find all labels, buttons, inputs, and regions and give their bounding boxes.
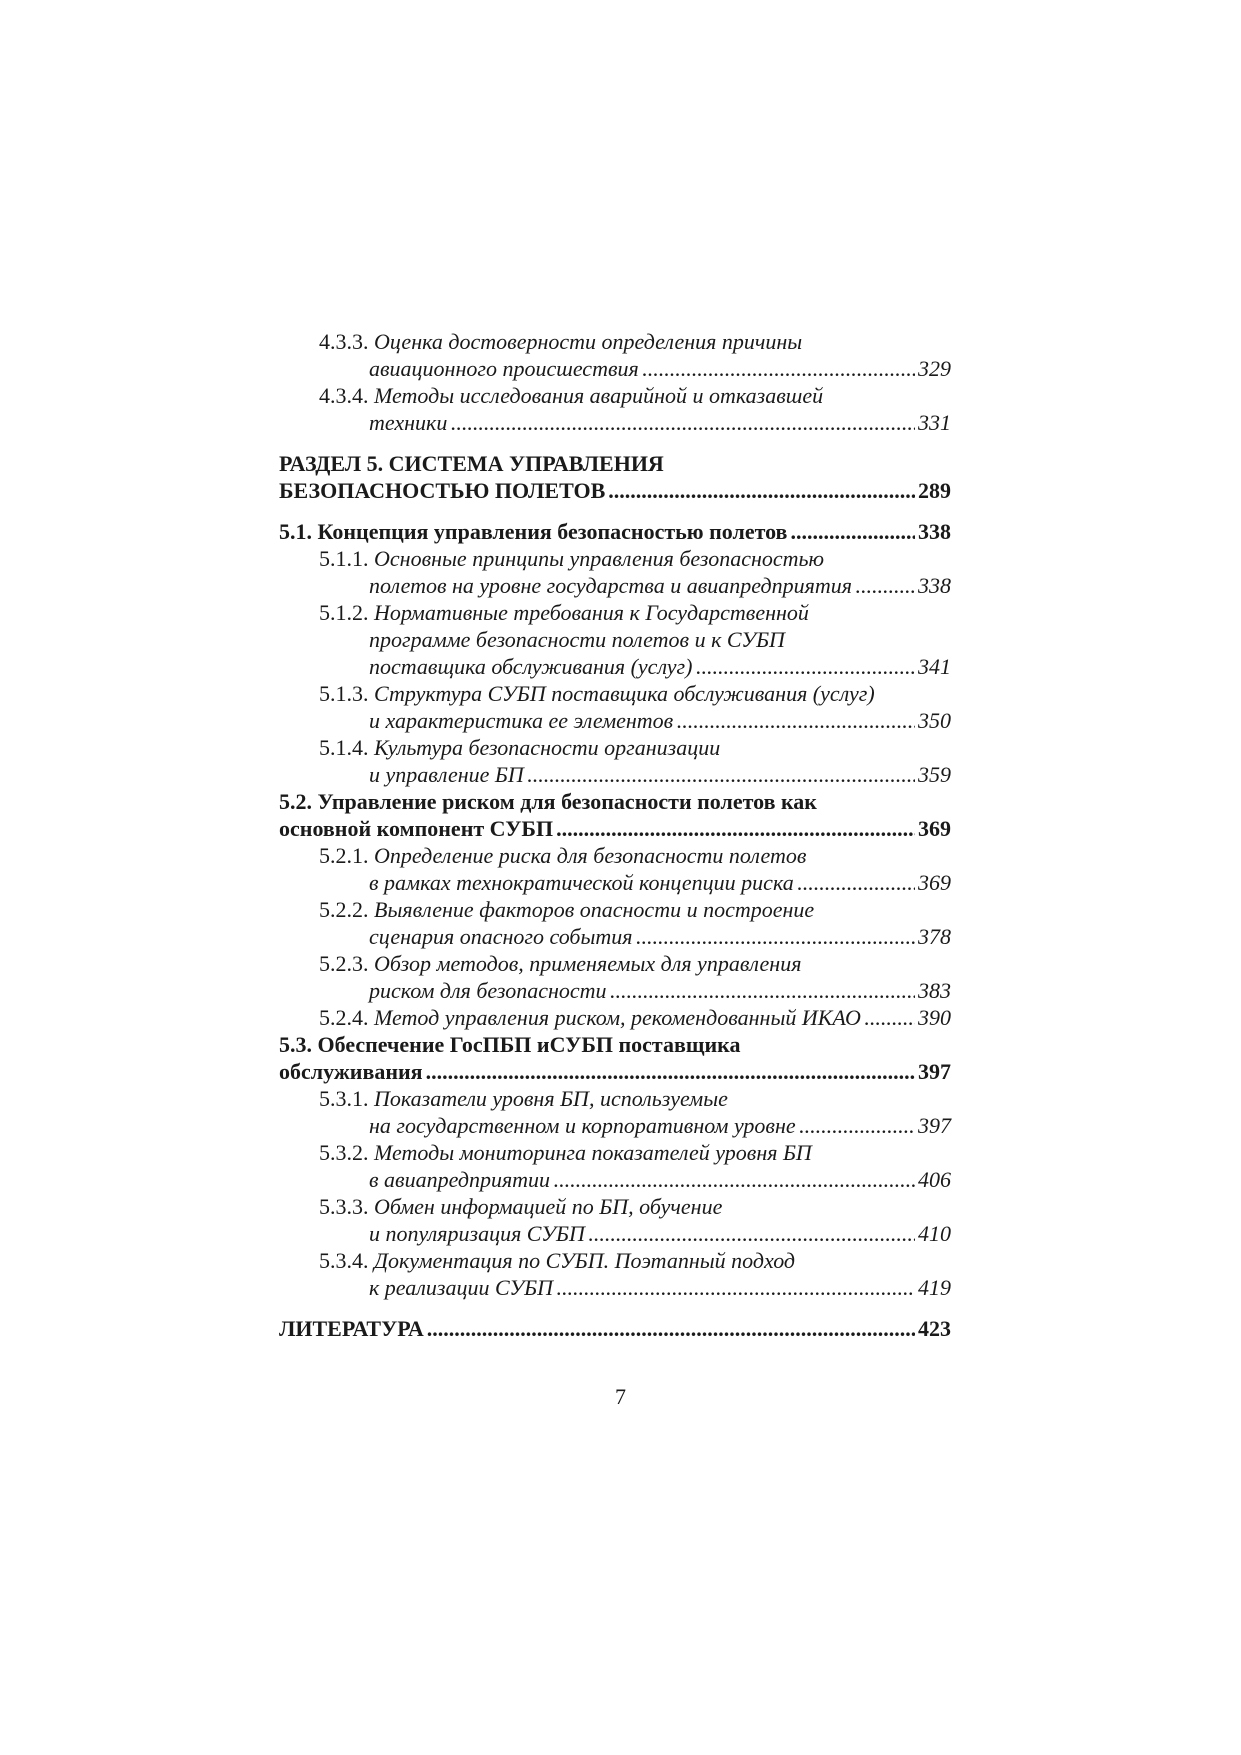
toc-entry-5-3-1-cont bbox=[279, 1112, 951, 1139]
toc-section-5-3-cont bbox=[279, 1058, 951, 1085]
entry-number: 5.2.4. bbox=[319, 1005, 369, 1030]
entry-title: риском для безопасности bbox=[369, 978, 607, 1003]
dot-leader bbox=[676, 707, 915, 734]
dot-leader bbox=[610, 977, 915, 1004]
toc-entry-5-1-3-cont bbox=[279, 707, 951, 734]
toc-entry-5-2-2 bbox=[279, 896, 951, 923]
entry-title: Документация по СУБП. Поэтапный подход bbox=[374, 1248, 796, 1273]
section-title: 5.2. Управление риском для безопасности полетов как bbox=[279, 789, 817, 814]
toc-part-5 bbox=[279, 450, 951, 477]
section-title: 5.3. Обеспечение ГосПБП иСУБП поставщика bbox=[279, 1032, 741, 1057]
literature-page: 423 bbox=[918, 1316, 951, 1341]
dot-leader bbox=[553, 1166, 915, 1193]
part-title: БЕЗОПАСНОСТЬЮ ПОЛЕТОВ bbox=[279, 478, 606, 503]
dot-leader bbox=[855, 572, 915, 599]
part-page: 289 bbox=[918, 478, 951, 503]
page-number: 7 bbox=[615, 1384, 626, 1409]
entry-number: 4.3.3. bbox=[319, 329, 369, 354]
entry-title: и управление БП bbox=[369, 762, 524, 787]
entry-title: Структура СУБП поставщика обслуживания (услуг) bbox=[374, 681, 875, 706]
entry-title: полетов на уровне государства и авиапредприятия bbox=[369, 573, 852, 598]
entry-number: 5.2.2. bbox=[319, 897, 369, 922]
toc-part-5-cont bbox=[279, 477, 951, 504]
entry-page: 378 bbox=[918, 924, 951, 949]
toc-entry-4-3-3 bbox=[279, 328, 951, 355]
toc-entry-5-2-4 bbox=[279, 1004, 951, 1031]
entry-page: 397 bbox=[918, 1113, 951, 1138]
entry-title: авиационного происшествия bbox=[369, 356, 639, 381]
dot-leader bbox=[450, 409, 915, 436]
entry-page: 410 bbox=[918, 1221, 951, 1246]
entry-title: Показатели уровня БП, используемые bbox=[374, 1086, 728, 1111]
toc-entry-5-3-2-cont bbox=[279, 1166, 951, 1193]
entry-title: Культура безопасности организации bbox=[374, 735, 721, 760]
dot-leader bbox=[427, 1315, 915, 1342]
entry-title: Нормативные требования к Государственной bbox=[374, 600, 809, 625]
toc-section-5-1 bbox=[279, 518, 951, 545]
entry-number: 5.2.3. bbox=[319, 951, 369, 976]
entry-page: 338 bbox=[918, 573, 951, 598]
dot-leader bbox=[864, 1004, 915, 1031]
entry-title: Метод управления риском, рекомендованный ИКАО bbox=[374, 1005, 861, 1030]
dot-leader bbox=[642, 355, 915, 382]
toc-entry-5-3-3 bbox=[279, 1193, 951, 1220]
entry-page: 419 bbox=[918, 1275, 951, 1300]
toc-entry-5-3-2 bbox=[279, 1139, 951, 1166]
entry-title: и характеристика ее элементов bbox=[369, 708, 674, 733]
toc-entry-4-3-3-cont bbox=[279, 355, 951, 382]
toc-entry-5-3-4-cont bbox=[279, 1274, 951, 1301]
toc-entry-5-1-4-cont bbox=[279, 761, 951, 788]
toc-entry-5-2-1-cont bbox=[279, 869, 951, 896]
toc-literature bbox=[279, 1315, 951, 1342]
entry-title: сценария опасного события bbox=[369, 924, 633, 949]
toc-entry-5-3-3-cont bbox=[279, 1220, 951, 1247]
section-title: 5.1. Концепция управления безопасностью полетов bbox=[279, 519, 788, 544]
dot-leader bbox=[608, 477, 915, 504]
entry-number: 5.1.4. bbox=[319, 735, 369, 760]
dot-leader bbox=[635, 923, 915, 950]
toc-section-5-3 bbox=[279, 1031, 951, 1058]
entry-page: 331 bbox=[918, 410, 951, 435]
entry-title: техники bbox=[369, 410, 448, 435]
toc-entry-5-1-1-cont bbox=[279, 572, 951, 599]
dot-leader bbox=[556, 1274, 915, 1301]
literature-title: ЛИТЕРАТУРА bbox=[279, 1316, 424, 1341]
section-title: обслуживания bbox=[279, 1059, 423, 1084]
entry-title: поставщика обслуживания (услуг) bbox=[369, 654, 693, 679]
toc-entry-5-1-2 bbox=[279, 599, 951, 626]
entry-title: Обмен информацией по БП, обучение bbox=[374, 1194, 723, 1219]
entry-number: 5.3.4. bbox=[319, 1248, 369, 1273]
dot-leader bbox=[588, 1220, 915, 1247]
entry-number: 5.3.2. bbox=[319, 1140, 369, 1165]
entry-title: и популяризация СУБП bbox=[369, 1221, 585, 1246]
section-title: основной компонент СУБП bbox=[279, 816, 554, 841]
entry-number: 5.3.1. bbox=[319, 1086, 369, 1111]
toc-entry-5-3-4 bbox=[279, 1247, 951, 1274]
toc-section-5-2 bbox=[279, 788, 951, 815]
entry-title: в рамках технократической концепции риска bbox=[369, 870, 794, 895]
entry-title: Основные принципы управления безопасностью bbox=[374, 546, 825, 571]
toc-entry-5-1-2-cont2 bbox=[279, 653, 951, 680]
toc-entry-5-1-2-cont bbox=[279, 626, 951, 653]
dot-leader bbox=[426, 1058, 915, 1085]
toc-entry-5-1-3 bbox=[279, 680, 951, 707]
entry-page: 369 bbox=[918, 870, 951, 895]
part-title: РАЗДЕЛ 5. СИСТЕМА УПРАВЛЕНИЯ bbox=[279, 451, 664, 476]
toc-entry-5-2-1 bbox=[279, 842, 951, 869]
entry-number: 5.1.3. bbox=[319, 681, 369, 706]
toc-entry-5-1-1 bbox=[279, 545, 951, 572]
entry-page: 359 bbox=[918, 762, 951, 787]
dot-leader bbox=[527, 761, 915, 788]
table-of-contents bbox=[279, 328, 951, 1342]
entry-title: Методы мониторинга показателей уровня БП bbox=[374, 1140, 812, 1165]
section-page: 397 bbox=[918, 1059, 951, 1084]
dot-leader bbox=[790, 518, 915, 545]
entry-page: 390 bbox=[918, 1005, 951, 1030]
dot-leader bbox=[797, 869, 915, 896]
entry-title: Выявление факторов опасности и построение bbox=[374, 897, 815, 922]
entry-title: Методы исследования аварийной и отказавшей bbox=[374, 383, 824, 408]
entry-title: в авиапредприятии bbox=[369, 1167, 551, 1192]
section-page: 338 bbox=[918, 519, 951, 544]
toc-entry-5-2-3-cont bbox=[279, 977, 951, 1004]
dot-leader bbox=[695, 653, 915, 680]
entry-title: Оценка достоверности определения причины bbox=[374, 329, 803, 354]
entry-title: программе безопасности полетов и к СУБП bbox=[369, 627, 785, 652]
toc-entry-5-3-1 bbox=[279, 1085, 951, 1112]
dot-leader bbox=[556, 815, 915, 842]
entry-number: 5.3.3. bbox=[319, 1194, 369, 1219]
entry-page: 406 bbox=[918, 1167, 951, 1192]
section-page: 369 bbox=[918, 816, 951, 841]
toc-entry-5-1-4 bbox=[279, 734, 951, 761]
entry-title: на государственном и корпоративном уровне bbox=[369, 1113, 796, 1138]
entry-page: 341 bbox=[918, 654, 951, 679]
entry-title: к реализации СУБП bbox=[369, 1275, 553, 1300]
entry-number: 4.3.4. bbox=[319, 383, 369, 408]
dot-leader bbox=[799, 1112, 915, 1139]
entry-title: Определение риска для безопасности полетов bbox=[374, 843, 807, 868]
toc-section-5-2-cont bbox=[279, 815, 951, 842]
toc-entry-5-2-2-cont bbox=[279, 923, 951, 950]
entry-page: 329 bbox=[918, 356, 951, 381]
entry-number: 5.2.1. bbox=[319, 843, 369, 868]
entry-page: 350 bbox=[918, 708, 951, 733]
entry-title: Обзор методов, применяемых для управления bbox=[374, 951, 802, 976]
entry-page: 383 bbox=[918, 978, 951, 1003]
toc-entry-4-3-4 bbox=[279, 382, 951, 409]
entry-number: 5.1.1. bbox=[319, 546, 369, 571]
entry-number: 5.1.2. bbox=[319, 600, 369, 625]
toc-entry-4-3-4-cont bbox=[279, 409, 951, 436]
toc-entry-5-2-3 bbox=[279, 950, 951, 977]
